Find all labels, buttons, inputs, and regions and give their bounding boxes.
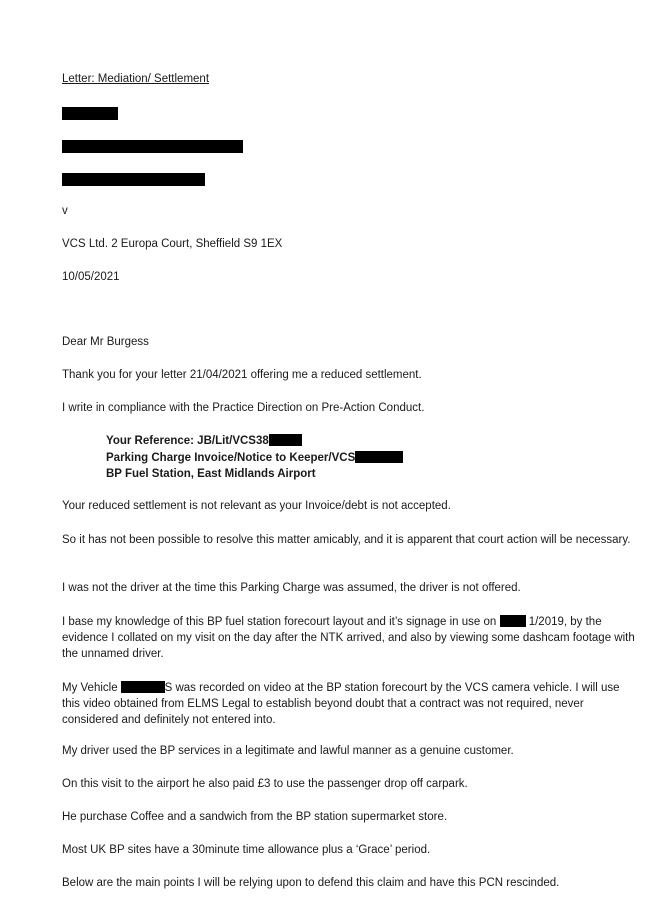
redacted-date: [500, 615, 526, 627]
knowledge-text-start: I base my knowledge of this BP fuel station forecourt layout and it’s signage in use on: [62, 616, 497, 628]
paragraph-compliance: I write in compliance with the Practice Direction on Pre-Action Conduct.: [62, 402, 425, 414]
reference-label: Your Reference: JB/Lit/VCS38: [106, 435, 269, 447]
redacted-invoice-number: [355, 451, 403, 463]
salutation: Dear Mr Burgess: [62, 336, 149, 348]
redacted-address-line-1: [62, 140, 243, 153]
letter-title: Letter: Mediation/ Settlement: [62, 73, 210, 85]
redacted-reference-number: [269, 434, 302, 446]
redacted-name: [62, 107, 118, 120]
location-line: BP Fuel Station, East Midlands Airport: [106, 468, 316, 480]
letter-date: 10/05/2021: [62, 271, 120, 283]
paragraph-vehicle: [62, 680, 637, 728]
knowledge-text-end: 1/2019, by the evidence I collated on my visit on the day after the NTK arrived, and also by viewing some dashcam footage with the unnamed driver.: [62, 616, 635, 660]
paragraph-purchase: He purchase Coffee and a sandwich from the BP station supermarket store.: [62, 811, 448, 823]
paragraph-thanks: Thank you for your letter 21/04/2021 offering me a reduced settlement.: [62, 369, 422, 381]
invoice-label: Parking Charge Invoice/Notice to Keeper/VCS: [106, 452, 356, 464]
paragraph-settlement: Your reduced settlement is not relevant as your Invoice/debt is not accepted.: [62, 500, 451, 512]
paragraph-grace-period: Most UK BP sites have a 30minute time allowance plus a ‘Grace’ period.: [62, 844, 431, 856]
vehicle-text-end: S was recorded on video at the BP station forecourt by the VCS camera vehicle. I will use this video obtained from ELMS Legal to establish beyond doubt that a contract was not required, never considered and definitely not entered into.: [62, 682, 620, 726]
paragraph-not-driver: I was not the driver at the time this Parking Charge was assumed, the driver is not offered.: [62, 582, 521, 594]
paragraph-drop-off: On this visit to the airport he also paid £3 to use the passenger drop off carpark.: [62, 778, 468, 790]
versus: v: [62, 205, 68, 217]
vehicle-text-start: My Vehicle: [62, 682, 118, 694]
paragraph-main-points: Below are the main points I will be relying upon to defend this claim and have this PCN rescinded.: [62, 877, 560, 889]
paragraph-court-action: So it has not been possible to resolve this matter amicably, and it is apparent that court action will be necessary.: [62, 534, 631, 546]
paragraph-knowledge: [62, 614, 637, 662]
paragraph-legitimate-use: My driver used the BP services in a legitimate and lawful manner as a genuine customer.: [62, 745, 514, 757]
invoice-line: [106, 451, 403, 466]
reference-line: [106, 434, 302, 449]
redacted-address-line-2: [62, 173, 205, 186]
redacted-registration: [121, 681, 165, 693]
recipient-address: VCS Ltd. 2 Europa Court, Sheffield S9 1EX: [62, 238, 283, 250]
